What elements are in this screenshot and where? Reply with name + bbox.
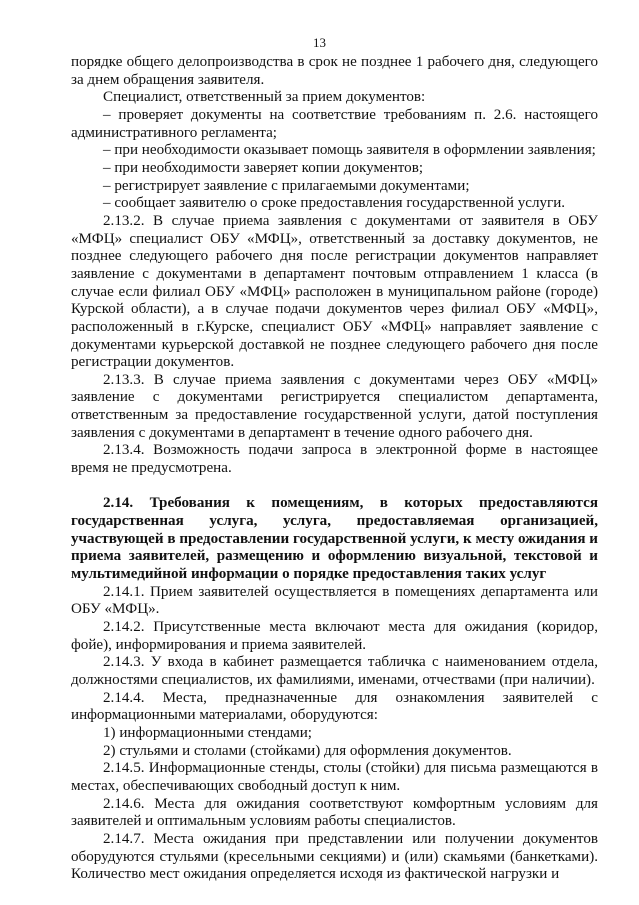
list-item: – при необходимости оказывает помощь заявителя в оформлении заявления; xyxy=(103,142,596,159)
list-item: – сообщает заявителю о сроке предоставления государственной услуги. xyxy=(103,195,566,212)
section-heading: 2.14. Требования к помещениям, в которых предоставляются государственная услуга, услуга, предоставляемая организацией, участвующей в предоставлении государственной услуги, к месту ожидания и приема заявителей, размещению и оформлению визуальной, текстовой и мультимедийной информации о порядке предоставления таких услуг xyxy=(71,495,598,583)
list-item: – проверяет документы на соответствие требованиям п. 2.6. настоящего административного регламента; xyxy=(71,106,598,141)
paragraph: 2.14.2. Присутственные места включают места для ожидания (коридор, фойе), информирования и приема заявителей. xyxy=(71,618,598,653)
paragraph: 2.14.6. Места для ожидания соответствуют комфортным условиям для заявителей и оптимальным условиям работы специалистов. xyxy=(71,795,598,830)
paragraph: 2.13.4. Возможность подачи запроса в электронной форме в настоящее время не предусмотрена. xyxy=(71,442,598,477)
paragraph: 2.14.5. Информационные стенды, столы (стойки) для письма размещаются в местах, обеспечивающих свободный доступ к ним. xyxy=(71,760,598,794)
list-item: 2) стульями и столами (стойками) для оформления документов. xyxy=(103,742,512,759)
paragraph: 2.14.3. У входа в кабинет размещается табличка с наименованием отдела, должностями специалистов, их фамилиями, именами, отчествами (при наличии). xyxy=(71,654,598,688)
list-item: – при необходимости заверяет копии документов; xyxy=(103,159,424,176)
paragraph: 2.14.1. Прием заявителей осуществляется в помещениях департамента или ОБУ «МФЦ». xyxy=(71,583,598,618)
list-item: – регистрирует заявление с прилагаемыми документами; xyxy=(103,177,470,194)
paragraph: 2.13.3. В случае приема заявления с документами через ОБУ «МФЦ» заявление с документами регистрируется специалистом департамента, ответственным за предоставление государственной услуги, датой поступления заявления с документами в департамент в течение одного рабочего дня. xyxy=(71,371,598,441)
paragraph: Специалист, ответственный за прием документов: xyxy=(103,89,426,106)
list-item: 1) информационными стендами; xyxy=(103,724,312,741)
page-number: 13 xyxy=(313,35,326,50)
paragraph: 2.14.4. Места, предназначенные для ознакомления заявителей с информационными материалами, оборудуются: xyxy=(71,689,598,724)
blank-line xyxy=(71,478,598,496)
paragraph: 2.14.7. Места ожидания при представлении или получении документов оборудуются стульями (кресельными секциями) и (или) скамьями (банкетками). Количество мест ожидания определяется исходя из фактической нагрузки и xyxy=(71,830,598,883)
paragraph: порядке общего делопроизводства в срок не позднее 1 рабочего дня, следующего за днем обращения заявителя. xyxy=(71,54,598,88)
document-body xyxy=(71,54,598,884)
paragraph: 2.13.2. В случае приема заявления с документами от заявителя в ОБУ «МФЦ» специалист ОБУ «МФЦ», ответственный за доставку документов, не позднее следующего рабочего дня после регистрации документов направляет заявление с документами в департамент почтовым отправлением 1 класса (в случае если филиал ОБУ «МФЦ» расположен в муниципальном районе (городе) Курской области), а в случае подачи документов через филиал ОБУ «МФЦ», расположенный в г.Курске, специалист ОБУ «МФЦ» направляет заявление с документами курьерской доставкой не позднее следующего рабочего дня после регистрации документов. xyxy=(71,212,598,371)
